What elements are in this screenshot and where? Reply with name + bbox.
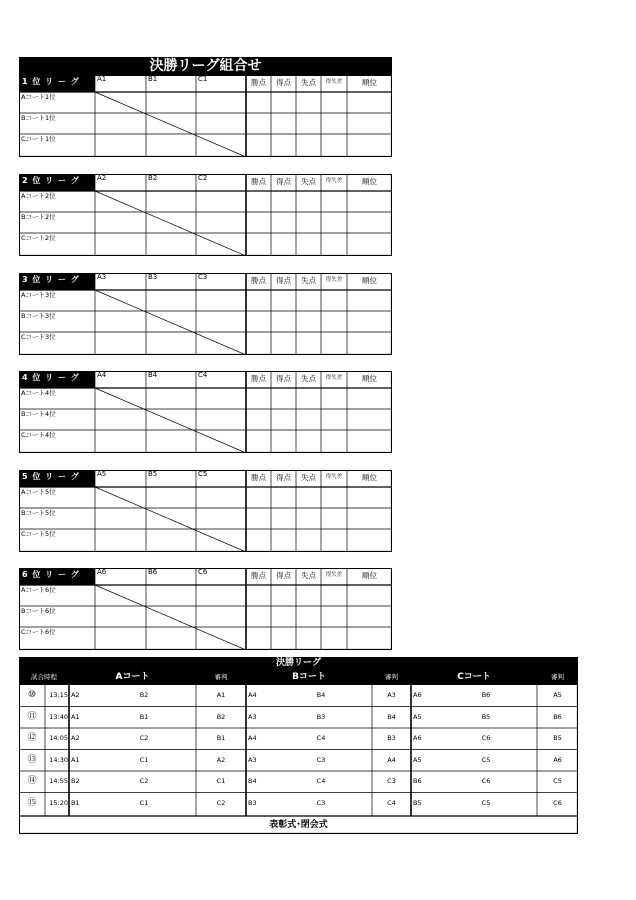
away-team: B1 <box>139 712 149 721</box>
column-header: A4 <box>97 371 107 379</box>
away-team: B4 <box>316 691 326 699</box>
home-team: B6 <box>413 777 422 785</box>
column-header: C3 <box>198 273 208 281</box>
league-table <box>19 568 392 650</box>
home-team: A5 <box>413 755 422 764</box>
grid-line <box>95 92 246 157</box>
column-header: B2 <box>148 174 158 182</box>
stat-header: 得点 <box>276 177 291 186</box>
home-team: A6 <box>413 734 422 742</box>
league-name: 5 位 リ ー グ <box>19 470 95 487</box>
stat-header: 得点 <box>276 78 291 87</box>
row-label: Aコート4位 <box>21 389 56 397</box>
column-header: A6 <box>97 568 107 576</box>
stat-header: 得失差 <box>325 474 343 480</box>
stat-header: 得失差 <box>325 572 343 578</box>
referee-team: C4 <box>387 798 396 807</box>
court-b-header: Bコート <box>246 669 372 685</box>
league-name: 6 位 リ ー グ <box>19 568 95 585</box>
away-team: C5 <box>481 798 491 807</box>
match-time: 14:30 <box>49 755 68 764</box>
court-c-header: Cコート <box>411 669 537 685</box>
match-time: 15:20 <box>49 798 68 807</box>
row-label: Cコート3位 <box>21 333 56 341</box>
match-number: ⑮ <box>27 797 37 808</box>
league-name: 2 位 リ ー グ <box>19 174 95 191</box>
home-team: A5 <box>413 712 422 721</box>
row-label: Cコート5位 <box>21 530 56 538</box>
referee-team: C3 <box>387 777 396 785</box>
away-team: C1 <box>139 798 149 807</box>
referee-team: B4 <box>387 712 396 721</box>
away-team: C1 <box>139 755 149 764</box>
stat-header: 得失差 <box>325 178 343 184</box>
column-header: B5 <box>148 470 158 478</box>
league-table <box>19 470 392 552</box>
match-number: ⑬ <box>27 754 37 765</box>
stat-header: 失点 <box>301 78 316 87</box>
column-header: A3 <box>97 273 107 281</box>
home-team: A6 <box>413 691 422 699</box>
closing-ceremony: 表彰式･閉会式 <box>269 820 328 830</box>
away-team: B5 <box>481 712 491 721</box>
referee-team: B1 <box>216 734 226 742</box>
grid-line <box>95 290 246 355</box>
stat-header: 得点 <box>276 473 291 482</box>
away-team: C4 <box>316 734 326 742</box>
column-header: B6 <box>148 568 158 576</box>
home-team: A1 <box>71 755 80 764</box>
row-label: Bコート4位 <box>21 410 56 418</box>
stat-header: 勝点 <box>251 571 266 580</box>
column-header: A1 <box>97 75 107 83</box>
league-table <box>19 273 392 355</box>
column-header: C5 <box>198 470 208 478</box>
column-header: A5 <box>97 470 107 478</box>
row-label: Aコート6位 <box>21 586 56 594</box>
grid-line <box>95 191 246 256</box>
row-label: Aコート3位 <box>21 291 56 299</box>
stat-header: 得点 <box>276 571 291 580</box>
stat-header: 順位 <box>362 571 377 580</box>
home-team: A1 <box>71 712 80 721</box>
column-header: C6 <box>198 568 208 576</box>
stat-header: 勝点 <box>251 374 266 383</box>
referee-team: A2 <box>216 755 226 764</box>
schedule-title: 決勝リーグ <box>19 657 578 669</box>
league-name: 3 位 リ ー グ <box>19 273 95 290</box>
court-c-referee-header: 審判 <box>537 669 578 685</box>
court-b-referee-header: 審判 <box>372 669 411 685</box>
home-team: A3 <box>248 712 257 721</box>
column-header: C1 <box>198 75 208 83</box>
match-number: ⑭ <box>27 776 37 786</box>
grid-line <box>95 487 246 552</box>
stat-header: 勝点 <box>251 177 266 186</box>
row-label: Aコート5位 <box>21 488 56 496</box>
away-team: C2 <box>139 777 149 785</box>
home-team: A4 <box>248 691 257 699</box>
match-time: 13:40 <box>49 712 68 721</box>
stat-header: 得失差 <box>325 375 343 381</box>
match-number: ⑫ <box>27 733 37 743</box>
stat-header: 得失差 <box>325 277 343 283</box>
away-team: C4 <box>316 777 326 785</box>
stat-header: 得点 <box>276 374 291 383</box>
league-table <box>19 174 392 256</box>
home-team: A4 <box>248 734 257 742</box>
home-team: A3 <box>248 755 257 764</box>
referee-team: B3 <box>387 734 396 742</box>
court-a-header: Aコート <box>69 669 196 685</box>
stat-header: 失点 <box>301 571 316 580</box>
stat-header: 失点 <box>301 177 316 186</box>
column-header: B3 <box>148 273 158 281</box>
stat-header: 順位 <box>362 473 377 482</box>
column-header: B4 <box>148 371 158 379</box>
column-header: B1 <box>148 75 158 83</box>
row-label: Cコート4位 <box>21 431 56 439</box>
row-label: Aコート2位 <box>21 192 56 200</box>
home-team: B4 <box>248 777 257 785</box>
home-team: B5 <box>413 798 422 807</box>
stat-header: 失点 <box>301 473 316 482</box>
stat-header: 順位 <box>362 177 377 186</box>
row-label: Bコート5位 <box>21 509 56 517</box>
away-team: B6 <box>481 691 491 699</box>
time-header: 試合時程 <box>19 669 69 685</box>
stat-header: 失点 <box>301 276 316 285</box>
away-team: C3 <box>316 798 326 807</box>
court-a-referee-header: 審判 <box>196 669 246 685</box>
league-table <box>19 75 392 157</box>
home-team: B3 <box>248 798 257 807</box>
stat-header: 得点 <box>276 276 291 285</box>
row-label: Bコート6位 <box>21 607 56 615</box>
referee-team: B2 <box>216 712 226 721</box>
page-title: 決勝リーグ組合せ <box>19 57 392 75</box>
grid-line <box>95 388 246 453</box>
match-number: ⑩ <box>27 690 37 700</box>
away-team: C2 <box>139 734 149 742</box>
row-label: Bコート2位 <box>21 213 56 221</box>
column-header: C4 <box>198 371 208 379</box>
row-label: Cコート1位 <box>21 135 56 143</box>
match-number: ⑪ <box>27 711 37 722</box>
referee-team: B5 <box>553 734 562 742</box>
column-header: C2 <box>198 174 208 182</box>
home-team: A2 <box>71 691 80 699</box>
referee-team: A3 <box>387 691 396 699</box>
row-label: Aコート1位 <box>21 93 56 101</box>
away-team: C3 <box>316 755 326 764</box>
league-name: 4 位 リ ー グ <box>19 371 95 388</box>
home-team: B2 <box>71 777 80 785</box>
stat-header: 勝点 <box>251 78 266 87</box>
stat-header: 勝点 <box>251 276 266 285</box>
home-team: B1 <box>71 798 80 807</box>
row-label: Bコート1位 <box>21 114 56 122</box>
away-team: B3 <box>316 712 326 721</box>
referee-team: A5 <box>553 691 562 699</box>
stat-header: 得失差 <box>325 79 343 85</box>
referee-team: C5 <box>553 777 562 785</box>
stat-header: 順位 <box>362 374 377 383</box>
away-team: C6 <box>481 777 491 785</box>
column-header: A2 <box>97 174 107 182</box>
match-time: 13:15 <box>49 691 68 699</box>
stat-header: 順位 <box>362 276 377 285</box>
referee-team: B6 <box>553 712 562 721</box>
away-team: C6 <box>481 734 491 742</box>
league-name: 1 位 リ ー グ <box>19 75 95 92</box>
stat-header: 失点 <box>301 374 316 383</box>
referee-team: C6 <box>553 798 562 807</box>
match-time: 14:55 <box>49 777 68 785</box>
row-label: Bコート3位 <box>21 312 56 320</box>
home-team: A2 <box>71 734 80 742</box>
stat-header: 順位 <box>362 78 377 87</box>
referee-team: C1 <box>216 777 226 785</box>
league-table <box>19 371 392 453</box>
final-league-schedule <box>19 657 578 834</box>
row-label: Cコート6位 <box>21 628 56 636</box>
grid-line <box>95 585 246 650</box>
referee-team: C2 <box>216 798 226 807</box>
referee-team: A4 <box>387 755 396 764</box>
away-team: C5 <box>481 755 491 764</box>
stat-header: 勝点 <box>251 473 266 482</box>
match-time: 14:05 <box>49 734 68 742</box>
row-label: Cコート2位 <box>21 234 56 242</box>
away-team: B2 <box>139 691 149 699</box>
referee-team: A6 <box>553 755 562 764</box>
referee-team: A1 <box>216 691 226 699</box>
